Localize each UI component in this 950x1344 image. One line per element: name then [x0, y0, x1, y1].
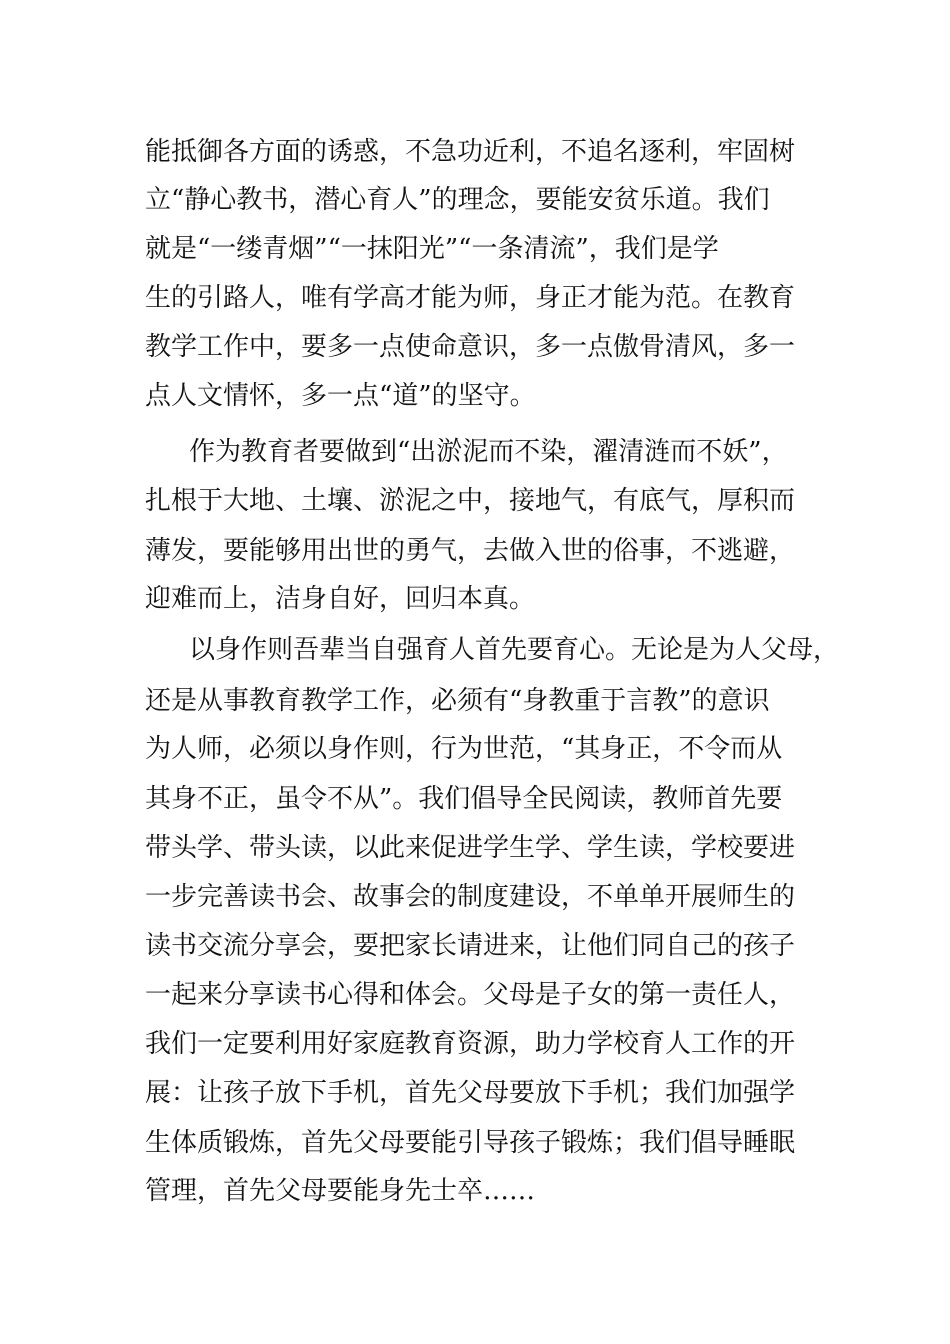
paragraph-start-line-11: 以身作则吾辈当自强育人首先要育心。无论是为人父母， — [189, 635, 840, 665]
text-line-4: 生的引路人，唯有学高才能为师，身正才能为范。在教育 — [145, 283, 796, 313]
text-line-17: 读书交流分享会，要把家长请进来，让他们同自己的孩子 — [145, 931, 796, 961]
text-line-3: 就是“一缕青烟”“一抹阳光”“一条清流”，我们是学 — [145, 234, 719, 264]
text-line-6: 点人文情怀，多一点“道”的坚守。 — [145, 381, 536, 411]
text-line-13: 为人师，必须以身作则，行为世范，“其身正，不令而从 — [145, 734, 783, 764]
text-line-16: 一步完善读书会、故事会的制度建设，不单单开展师生的 — [145, 882, 796, 912]
text-line-15: 带头学、带头读，以此来促进学生学、学生读，学校要进 — [145, 833, 796, 863]
text-line-14: 其身不正，虽令不从”。我们倡导全民阅读，教师首先要 — [145, 784, 783, 814]
paragraph-start-line-7: 作为教育者要做到“出淤泥而不染，濯清涟而不妖”， — [189, 437, 788, 467]
text-line-12: 还是从事教育教学工作，必须有“身教重于言教”的意识 — [145, 686, 770, 716]
text-line-9: 薄发，要能够用出世的勇气，去做入世的俗事，不逃避， — [145, 536, 796, 566]
text-line-19: 我们一定要利用好家庭教育资源，助力学校育人工作的开 — [145, 1029, 796, 1059]
text-line-21: 生体质锻炼，首先父母要能引导孩子锻炼；我们倡导睡眠 — [145, 1128, 796, 1158]
text-line-22: 管理，首先父母要能身先士卒…… — [145, 1176, 536, 1206]
text-line-1: 能抵御各方面的诱惑，不急功近利，不追名逐利，牢固树 — [145, 137, 796, 167]
text-line-8: 扎根于大地、土壤、淤泥之中，接地气，有底气，厚积而 — [145, 486, 796, 516]
text-line-18: 一起来分享读书心得和体会。父母是子女的第一责任人， — [145, 980, 796, 1010]
text-line-5: 教学工作中，要多一点使命意识，多一点傲骨清风，多一 — [145, 332, 796, 362]
text-line-20: 展：让孩子放下手机，首先父母要放下手机；我们加强学 — [145, 1078, 796, 1108]
text-line-2: 立“静心教书，潜心育人”的理念，要能安贫乐道。我们 — [145, 185, 770, 215]
text-line-10: 迎难而上，洁身自好，回归本真。 — [145, 584, 536, 614]
